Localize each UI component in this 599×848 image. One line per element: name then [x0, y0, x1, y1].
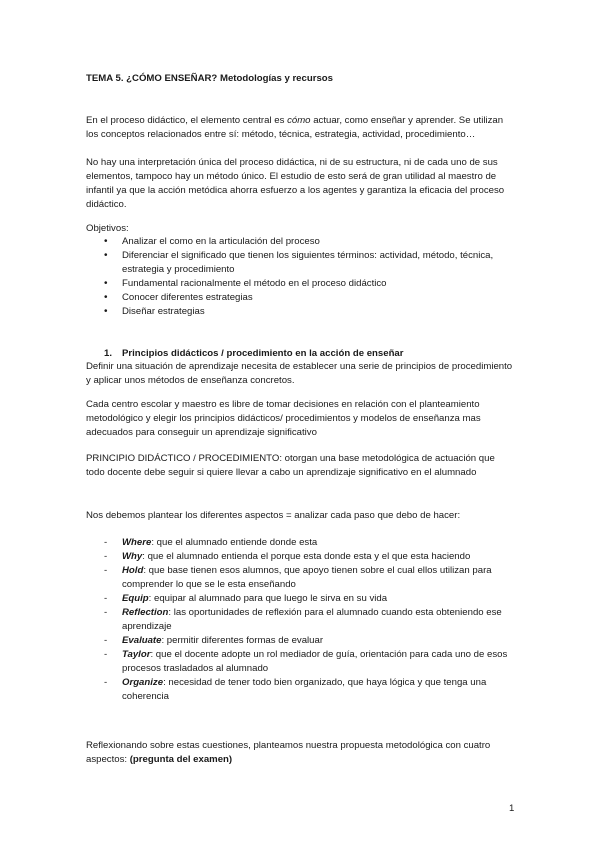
closing-paragraph: [86, 739, 516, 767]
objective-item: Conocer diferentes estrategias: [122, 292, 253, 303]
aspect-desc: : necesidad de tener todo bien organizado, que haya lógica y que tenga una coherencia: [122, 677, 487, 703]
dash-marker: -: [104, 593, 108, 604]
aspect-item: [122, 564, 522, 592]
intro-paragraph-2: No hay una interpretación única del proceso didáctica, ni de su estructura, ni de cada uno de sus elementos, tampoco hay un método único. El estudio de esto será de gran utilidad al maestro de infantil ya que la acción metódica ahorra esfuerzo a los agentes y garantiza la eficacia del proceso didáctico.: [86, 157, 505, 211]
objective-item: Analizar el como en la articulación del proceso: [122, 236, 320, 247]
aspect-term: Evaluate: [122, 635, 162, 646]
objective-item: Diseñar estrategias: [122, 306, 205, 317]
closing-text: Reflexionando sobre estas cuestiones, planteamos nuestra propuesta metodológica con cuatro aspectos:: [86, 740, 491, 766]
aspect-desc: : equipar al alumnado para que luego le sirva en su vida: [148, 593, 388, 604]
bullet-marker: •: [104, 292, 108, 303]
aspect-term: Where: [122, 537, 152, 548]
aspect-item: [122, 592, 522, 606]
aspect-desc: : que base tienen esos alumnos, que apoyo tienen sobre el cual ellos utilizan para comprender lo que se le esta enseñando: [122, 565, 492, 591]
objective-item: Fundamental racionalmente el método en el proceso didáctico: [122, 278, 387, 289]
objective-item: Diferenciar el significado que tienen los siguientes términos: actividad, método, técnica, estrategia y procedimiento: [122, 250, 494, 276]
aspects-intro: Nos debemos plantear los diferentes aspectos = analizar cada paso que debo de hacer:: [86, 510, 461, 521]
dash-marker: -: [104, 565, 108, 576]
bullet-marker: •: [104, 250, 108, 261]
intro-emphasis: cómo: [287, 115, 311, 126]
section-heading: Principios didácticos / procedimiento en la acción de enseñar: [122, 348, 404, 359]
aspect-term: Organize: [122, 677, 164, 688]
document-title: TEMA 5. ¿CÓMO ENSEÑAR? Metodologías y recursos: [86, 73, 333, 84]
aspect-item: [122, 550, 522, 564]
aspect-item: [122, 648, 522, 676]
section-number: 1.: [104, 348, 113, 359]
exam-question-note: (pregunta del examen): [129, 754, 233, 766]
aspect-desc: : permitir diferentes formas de evaluar: [161, 635, 324, 646]
dash-marker: -: [104, 649, 108, 660]
intro-paragraph-1: [86, 114, 516, 142]
aspect-item: [122, 676, 522, 704]
dash-marker: -: [104, 635, 108, 646]
aspect-term: Hold: [122, 565, 144, 576]
dash-marker: -: [104, 607, 108, 618]
aspect-term: Why: [122, 551, 143, 562]
section-paragraph-3: PRINCIPIO DIDÁCTICO / PROCEDIMIENTO: otorgan una base metodológica de actuación que todo docente debe seguir si quiere llevar a cabo un aprendizaje significativo en el alumnado: [86, 453, 495, 479]
bullet-marker: •: [104, 236, 108, 247]
bullet-marker: •: [104, 306, 108, 317]
intro-text-start: En el proceso didáctico, el elemento central es: [86, 115, 288, 126]
page-number: 1: [509, 803, 515, 814]
dash-marker: -: [104, 677, 108, 688]
dash-marker: -: [104, 551, 108, 562]
aspect-item: [122, 536, 522, 550]
intro-text-end: actuar, como enseñar y aprender. Se utilizan los conceptos relacionados entre sí: método, técnica, estrategia, actividad, procedimiento…: [86, 115, 504, 141]
aspect-term: Equip: [122, 593, 149, 604]
dash-marker: -: [104, 537, 108, 548]
objectives-label: Objetivos:: [86, 223, 129, 234]
aspect-desc: : que el docente adopte un rol mediador de guía, orientación para cada uno de esos procesos trasladados al alumnado: [122, 649, 508, 675]
aspect-desc: : que el alumnado entienda el porque esta donde esta y el que esta haciendo: [142, 551, 471, 562]
section-paragraph-1: Definir una situación de aprendizaje necesita de establecer una serie de principios de procedimiento y aplicar unos métodos de enseñanza concretos.: [86, 361, 513, 387]
aspect-term: Taylor: [122, 649, 151, 660]
bullet-marker: •: [104, 278, 108, 289]
aspect-term: Reflection: [122, 607, 169, 618]
aspect-item: [122, 634, 522, 648]
aspect-desc: : las oportunidades de reflexión para el alumnado cuando esta obteniendo ese aprendizaje: [122, 607, 502, 633]
aspect-item: [122, 606, 522, 634]
aspect-desc: : que el alumnado entiende donde esta: [151, 537, 318, 548]
section-paragraph-2: Cada centro escolar y maestro es libre de tomar decisiones en relación con el planteamiento metodológico y elegir los principios didácticos/ procedimientos y modelos de enseñanza mas adecuados para conseguir un aprendizaje significativo: [86, 399, 481, 439]
